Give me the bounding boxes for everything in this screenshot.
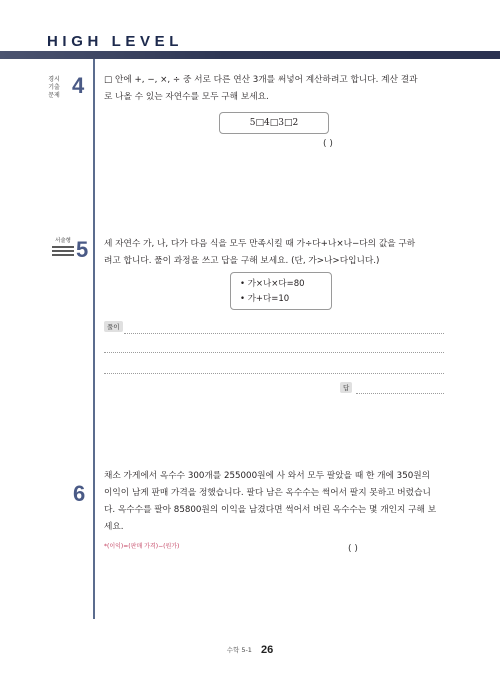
q6-question-text: 채소 가게에서 옥수수 300개를 255000원에 사 와서 모두 팔았을 때 한 개에 350원의 이익이 남게 판매 가격을 정했습니다. 팔다 남은 옥수수는 썩어서 팔지 못하고 버렸습니 다. 옥수수를 팔아 85800원의 이익을 남겼다면 썩어서 버린 옥수수는 몇 개인지 구해 보 세요. bbox=[104, 471, 437, 532]
descriptive-icon bbox=[52, 246, 74, 265]
q4-answer-blank[interactable]: ( ) bbox=[323, 139, 333, 149]
q5-type-label: 서술형 bbox=[55, 238, 71, 244]
q4-question-text: □ 안에 +, −, ×, ÷ 중 서로 다른 연산 3개를 써넣어 계산하려고 합니다. 계산 결과 로 나올 수 있는 자연수를 모두 구해 보세요. bbox=[104, 75, 418, 102]
answer-label: 답 bbox=[340, 382, 352, 393]
q5-question-text: 세 자연수 가, 나, 다가 다음 식을 모두 만족시킬 때 가÷다+나×나−다의 값을 구하 려고 합니다. 풀이 과정을 쓰고 답을 구해 보세요. (단, 가>나>다입니다.) bbox=[104, 239, 416, 266]
q6-number: 6 bbox=[73, 481, 86, 506]
footer-subject: 수학 5-1 bbox=[226, 646, 252, 654]
solution-line[interactable] bbox=[104, 373, 444, 374]
solution-line[interactable] bbox=[124, 333, 444, 334]
q6-hint: *(이익)=(판매 가격)−(원가) bbox=[104, 543, 180, 550]
q5-conditions-box bbox=[230, 272, 332, 310]
solution-label: 풀이 bbox=[104, 321, 123, 332]
q5-condition-2: • 가+다=10 bbox=[240, 294, 290, 304]
q6-answer-blank[interactable]: ( ) bbox=[348, 544, 358, 554]
page-number: 26 bbox=[261, 643, 274, 656]
left-margin-rule bbox=[93, 59, 95, 619]
page-footer bbox=[0, 639, 500, 658]
answer-line[interactable] bbox=[356, 393, 444, 394]
q4-expression-box bbox=[219, 112, 329, 134]
solution-line[interactable] bbox=[104, 352, 444, 353]
q4-tag: 경시 기출 문제 bbox=[48, 76, 60, 99]
q5-number: 5 bbox=[76, 237, 89, 262]
q4-expression: 5□4□3□2 bbox=[249, 118, 299, 128]
q5-condition-1: • 가×나×다=80 bbox=[240, 279, 305, 289]
q4-number: 4 bbox=[72, 73, 85, 98]
header-bar bbox=[0, 51, 500, 59]
page-header-title: HIGH LEVEL bbox=[47, 33, 184, 50]
